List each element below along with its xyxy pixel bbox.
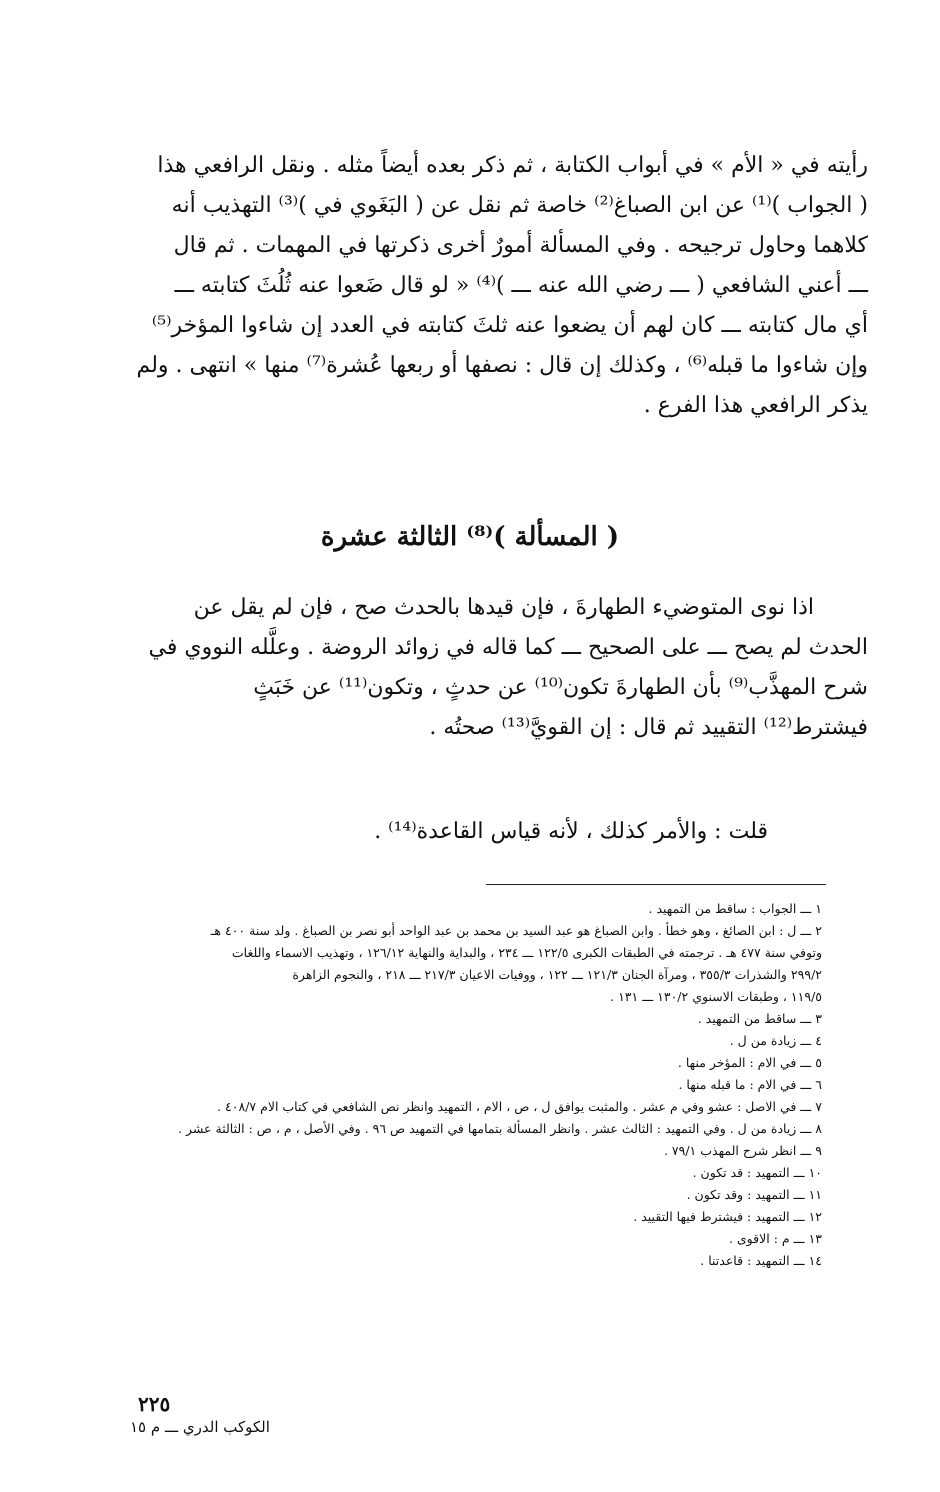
text-line: وإن شاءوا ما قبله⁽⁶⁾ ، وكذلك إن قال : نصفها أو ربعها عُشرة⁽⁷⁾ منها » انتهى . ولم xyxy=(136,353,868,378)
footnote: ١٣ ـــ م : الاقوى . xyxy=(728,1231,822,1246)
footnote-continuation: وتوفي سنة ٤٧٧ هـ . ترجمته في الطبقات الكبرى ١٢٢/٥ ـــ ٢٣٤ ، والبداية والنهاية ١٢٦/١٢ ، وتهذيب الاسماء واللغات xyxy=(231,945,822,960)
text-line: ـــ أعني الشافعي ( ـــ رضي الله عنه ـــ )⁽⁴⁾ « لو قال ضَعوا عنه ثُلُثَ كتابته ـــ xyxy=(174,273,868,298)
body-paragraph-2 xyxy=(78,588,868,748)
footnote: ٧ ـــ في الاصل : عشو وفي م عشر . والمثبت يوافق ل ، ص ، الام ، التمهيد وانظر نص الشافعي في كتاب الام ٤٠٨/٧ . xyxy=(217,1099,822,1114)
footnote-continuation: ٢٩٩/٢ والشذرات ٣٥٥/٣ ، ومرآة الجنان ١٢١/٣ ـــ ١٢٢ ، ووفيات الاعيان ٢١٧/٣ ـــ ٢١٨ ، والنجوم الزاهرة xyxy=(292,967,822,982)
footnotes xyxy=(72,898,822,1272)
text-line: رأيته في « الأم » في أبواب الكتابة ، ثم ذكر بعده أيضاً مثله . ونقل الرافعي هذا xyxy=(157,153,868,178)
footnote: ٤ ـــ زيادة من ل . xyxy=(729,1033,822,1048)
text-line: اذا نوى المتوضيء الطهارةَ ، فإن قيدها بالحدث صح ، فإن لم يقل عن xyxy=(193,595,814,620)
text-line: يذكر الرافعي هذا الفرع . xyxy=(643,393,868,418)
footnote: ٣ ـــ ساقط من التمهيد . xyxy=(697,1011,822,1026)
footnote: ١٠ ـــ التمهيد : قد تكون . xyxy=(692,1165,822,1180)
footnote-continuation: ١١٩/٥ ، وطبقات الاسنوي ١٣٠/٢ ـــ ١٣١ . xyxy=(610,989,822,1004)
text-line: شرح المهذَّب⁽⁹⁾ بأن الطهارةَ تكون⁽¹⁰⁾ عن حدثٍ ، وتكون⁽¹¹⁾ عن خَبَثٍ xyxy=(253,675,868,700)
footnote-divider xyxy=(486,884,826,885)
text-line: الحدث لم يصح ـــ على الصحيح ـــ كما قاله في زوائد الروضة . وعلَّله النووي في xyxy=(148,635,868,660)
text-line: فيشترط⁽¹²⁾ التقييد ثم قال : إن القويَّ⁽¹³⁾ صحتُه . xyxy=(429,715,868,740)
text-line: ( الجواب )⁽¹⁾ عن ابن الصباغ⁽²⁾ خاصة ثم نقل عن ( البَغَوي في )⁽³⁾ التهذيب أنه xyxy=(171,193,868,218)
footnote: ١٢ ـــ التمهيد : فيشترط فيها التقييد . xyxy=(633,1209,822,1224)
footnote: ١ ـــ الجواب : ساقط من التمهيد . xyxy=(648,901,822,916)
text-line: كلاهما وحاول ترجيحه . وفي المسألة أمورٌ أخرى ذكرتها في المهمات . ثم قال xyxy=(173,233,868,258)
running-footer: الكوكب الدري ـــ م ١٥ xyxy=(130,1418,270,1436)
footnote: ٥ ـــ في الام : المؤخر منها . xyxy=(677,1055,822,1070)
page-number: ٢٢٥ xyxy=(138,1392,171,1416)
footnote: ٩ ـــ انظر شرح المهذب ٧٩/١ . xyxy=(663,1143,822,1158)
body-paragraph-1 xyxy=(78,146,868,426)
footnote: ٨ ـــ زيادة من ل . وفي التمهيد : الثالث عشر . وانظر المسألة بتمامها في التمهيد ص ٩٦ . وفي الأصل ، م ، ص : الثالثة عشر . xyxy=(178,1121,822,1136)
section-heading: ( المسألة )⁽⁸⁾ الثالثة عشرة xyxy=(320,522,620,552)
footnote: ٦ ـــ في الام : ما قبله منها . xyxy=(678,1077,822,1092)
footnote: ١١ ـــ التمهيد : وقد تكون . xyxy=(686,1187,822,1202)
conclusion-line: قلت : والأمر كذلك ، لأنه قياس القاعدة⁽¹⁴⁾ . xyxy=(374,819,768,844)
footnote: ٢ ـــ ل : ابن الصائغ ، وهو خطأ . وابن الصباغ هو عبد السيد بن محمد بن عبد الواحد أبو نصر بن الصباغ . ولد سنة ٤٠٠ هـ xyxy=(210,923,822,938)
footnote: ١٤ ـــ التمهيد : قاعدتنا . xyxy=(700,1253,822,1268)
text-line: أي مال كتابته ـــ كان لهم أن يضعوا عنه ثلثَ كتابته في العدد إن شاءوا المؤخر⁽⁵⁾ xyxy=(151,313,868,338)
